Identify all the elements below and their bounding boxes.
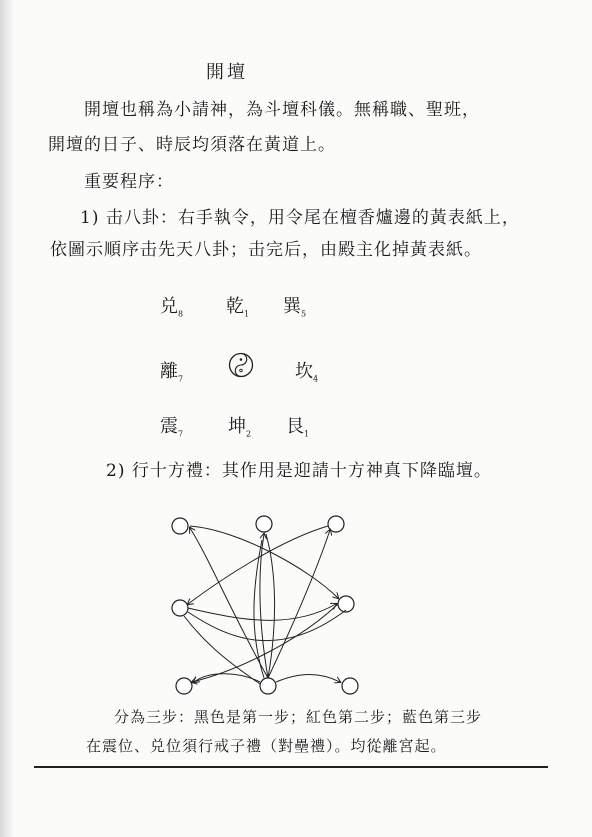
trigram-li: 離$_7$ xyxy=(160,361,184,384)
paragraph-line-3: 重要程序： xyxy=(84,172,174,192)
node-top-center xyxy=(256,516,272,532)
trigram-qian: 乾$_1$ xyxy=(226,296,250,319)
trigram-xun: 巽$_5$ xyxy=(283,296,307,319)
trigram-kun: 坤$_2$ xyxy=(228,416,252,439)
diagram-nodes xyxy=(172,516,358,694)
trigram-zhen: 震$_7$ xyxy=(160,416,184,439)
step-1-line-2: 依圖示順序击先天八卦；击完后，由殿主化掉黃表紙。 xyxy=(50,240,482,260)
trigram-dui: 兑$_8$ xyxy=(160,296,184,319)
trigram-gen: 艮$_1$ xyxy=(286,416,310,439)
page-bottom-rule xyxy=(34,766,548,768)
node-bottom-center xyxy=(260,678,276,694)
node-top-left xyxy=(172,518,188,534)
diagram-caption-line-1: 分為三步：黑色是第一步；紅色第二步；藍色第三步 xyxy=(114,708,483,726)
ritual-path-diagram xyxy=(150,500,390,700)
step-2-heading: 2) 行十方禮：其作用是迎請十方神真下降臨壇。 xyxy=(106,461,492,481)
scan-edge-shadow xyxy=(0,0,14,837)
trigram-kan: 坎$_4$ xyxy=(295,361,319,384)
page-title: 開壇 xyxy=(206,62,248,83)
diagram-caption-line-2: 在震位、兑位須行戒子禮（對壘禮）。均從離宮起。 xyxy=(86,737,447,755)
node-mid-right xyxy=(338,596,354,612)
step-1-line-1: 1) 击八卦：右手執令，用令尾在檀香爐邊的黃表紙上， xyxy=(80,208,520,228)
node-top-right xyxy=(328,516,344,532)
paragraph-line-1: 開壇也稱為小請神，為斗壇科儀。無稱職、聖班， xyxy=(84,100,480,120)
node-bottom-left xyxy=(176,678,192,694)
node-bottom-right xyxy=(342,678,358,694)
yin-yang-icon xyxy=(228,352,254,378)
paragraph-line-2: 開壇的日子、時辰均須落在黃道上。 xyxy=(48,135,336,155)
diagram-paths xyxy=(184,526,346,684)
node-mid-left xyxy=(172,600,188,616)
